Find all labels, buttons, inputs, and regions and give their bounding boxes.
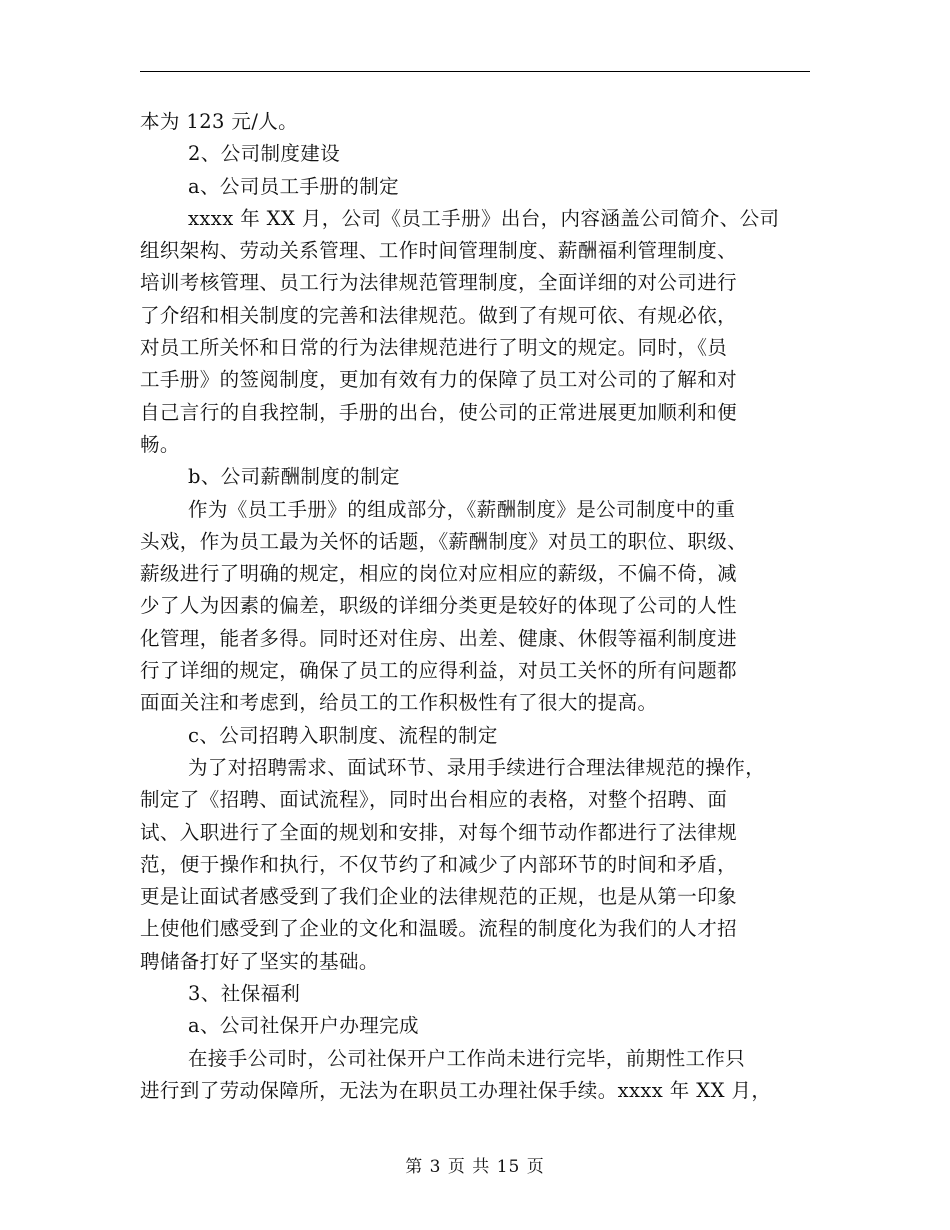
section-heading: 2、公司制度建设: [188, 142, 341, 166]
text-line: 作为《员工手册》的组成部分，《薪酬制度》是公司制度中的重: [188, 497, 736, 521]
text-line: 更是让面试者感受到了我们企业的法律规范的正规，也是从第一印象: [140, 885, 738, 909]
text-line: 对员工所关怀和日常的行为法律规范进行了明文的规定。同时，《员: [140, 336, 728, 360]
text-line: 组织架构、劳动关系管理、工作时间管理制度、薪酬福利管理制度、: [140, 239, 738, 263]
header-rule: [140, 71, 810, 72]
text-line: 制定了《招聘、面试流程》，同时出台相应的表格，对整个招聘、面: [140, 788, 728, 812]
text-line: 在接手公司时，公司社保开户工作尚未进行完毕，前期性工作只: [188, 1046, 746, 1070]
section-heading: 3、社保福利: [188, 982, 301, 1006]
text-line: 上使他们感受到了企业的文化和温暖。流程的制度化为我们的人才招: [140, 917, 738, 941]
text-line: 培训考核管理、员工行为法律规范管理制度，全面详细的对公司进行: [140, 271, 738, 295]
text-line: 化管理，能者多得。同时还对住房、出差、健康、休假等福利制度进: [140, 626, 738, 650]
text-line: 试、入职进行了全面的规划和安排，对每个细节动作都进行了法律规: [140, 820, 738, 844]
subsection-heading: a、公司员工手册的制定: [188, 174, 400, 198]
text-line: 进行到了劳动保障所，无法为在职员工办理社保手续。xxxx 年 XX 月，: [140, 1078, 772, 1102]
text-line: 头戏，作为员工最为关怀的话题，《薪酬制度》对员工的职位、职级、: [140, 529, 748, 553]
text-line: xxxx 年 XX 月，公司《员工手册》出台，内容涵盖公司简介、公司: [188, 206, 780, 230]
text-line: 工手册》的签阅制度，更加有效有力的保障了员工对公司的了解和对: [140, 368, 738, 392]
text-line: 本为 123 元/人。: [140, 110, 299, 133]
subsection-heading: c、公司招聘入职制度、流程的制定: [188, 723, 498, 747]
text-line: 范，便于操作和执行，不仅节约了和减少了内部环节的时间和矛盾，: [140, 852, 738, 876]
text-line: 薪级进行了明确的规定，相应的岗位对应相应的薪级，不偏不倚，减: [140, 562, 738, 586]
text-line: 聘储备打好了坚实的基础。: [140, 949, 379, 973]
text-line: 行了详细的规定，确保了员工的应得利益，对员工关怀的所有问题都: [140, 659, 738, 683]
text-line: 自己言行的自我控制，手册的出台，使公司的正常进展更加顺利和便: [140, 400, 738, 424]
text-line: 少了人为因素的偏差，职级的详细分类更是较好的体现了公司的人性: [140, 594, 738, 618]
page-number-footer: 第 3 页 共 15 页: [405, 1157, 545, 1177]
text-line: 了介绍和相关制度的完善和法律规范。做到了有规可依、有规必依，: [140, 303, 738, 327]
subsection-heading: b、公司薪酬制度的制定: [188, 465, 400, 489]
document-body: [140, 106, 810, 1107]
subsection-heading: a、公司社保开户办理完成: [188, 1014, 419, 1038]
text-line: 为了对招聘需求、面试环节、录用手续进行合理法律规范的操作，: [188, 755, 766, 779]
text-line: 面面关注和考虑到，给员工的工作积极性有了很大的提高。: [140, 691, 658, 715]
text-line: 畅。: [140, 432, 180, 456]
